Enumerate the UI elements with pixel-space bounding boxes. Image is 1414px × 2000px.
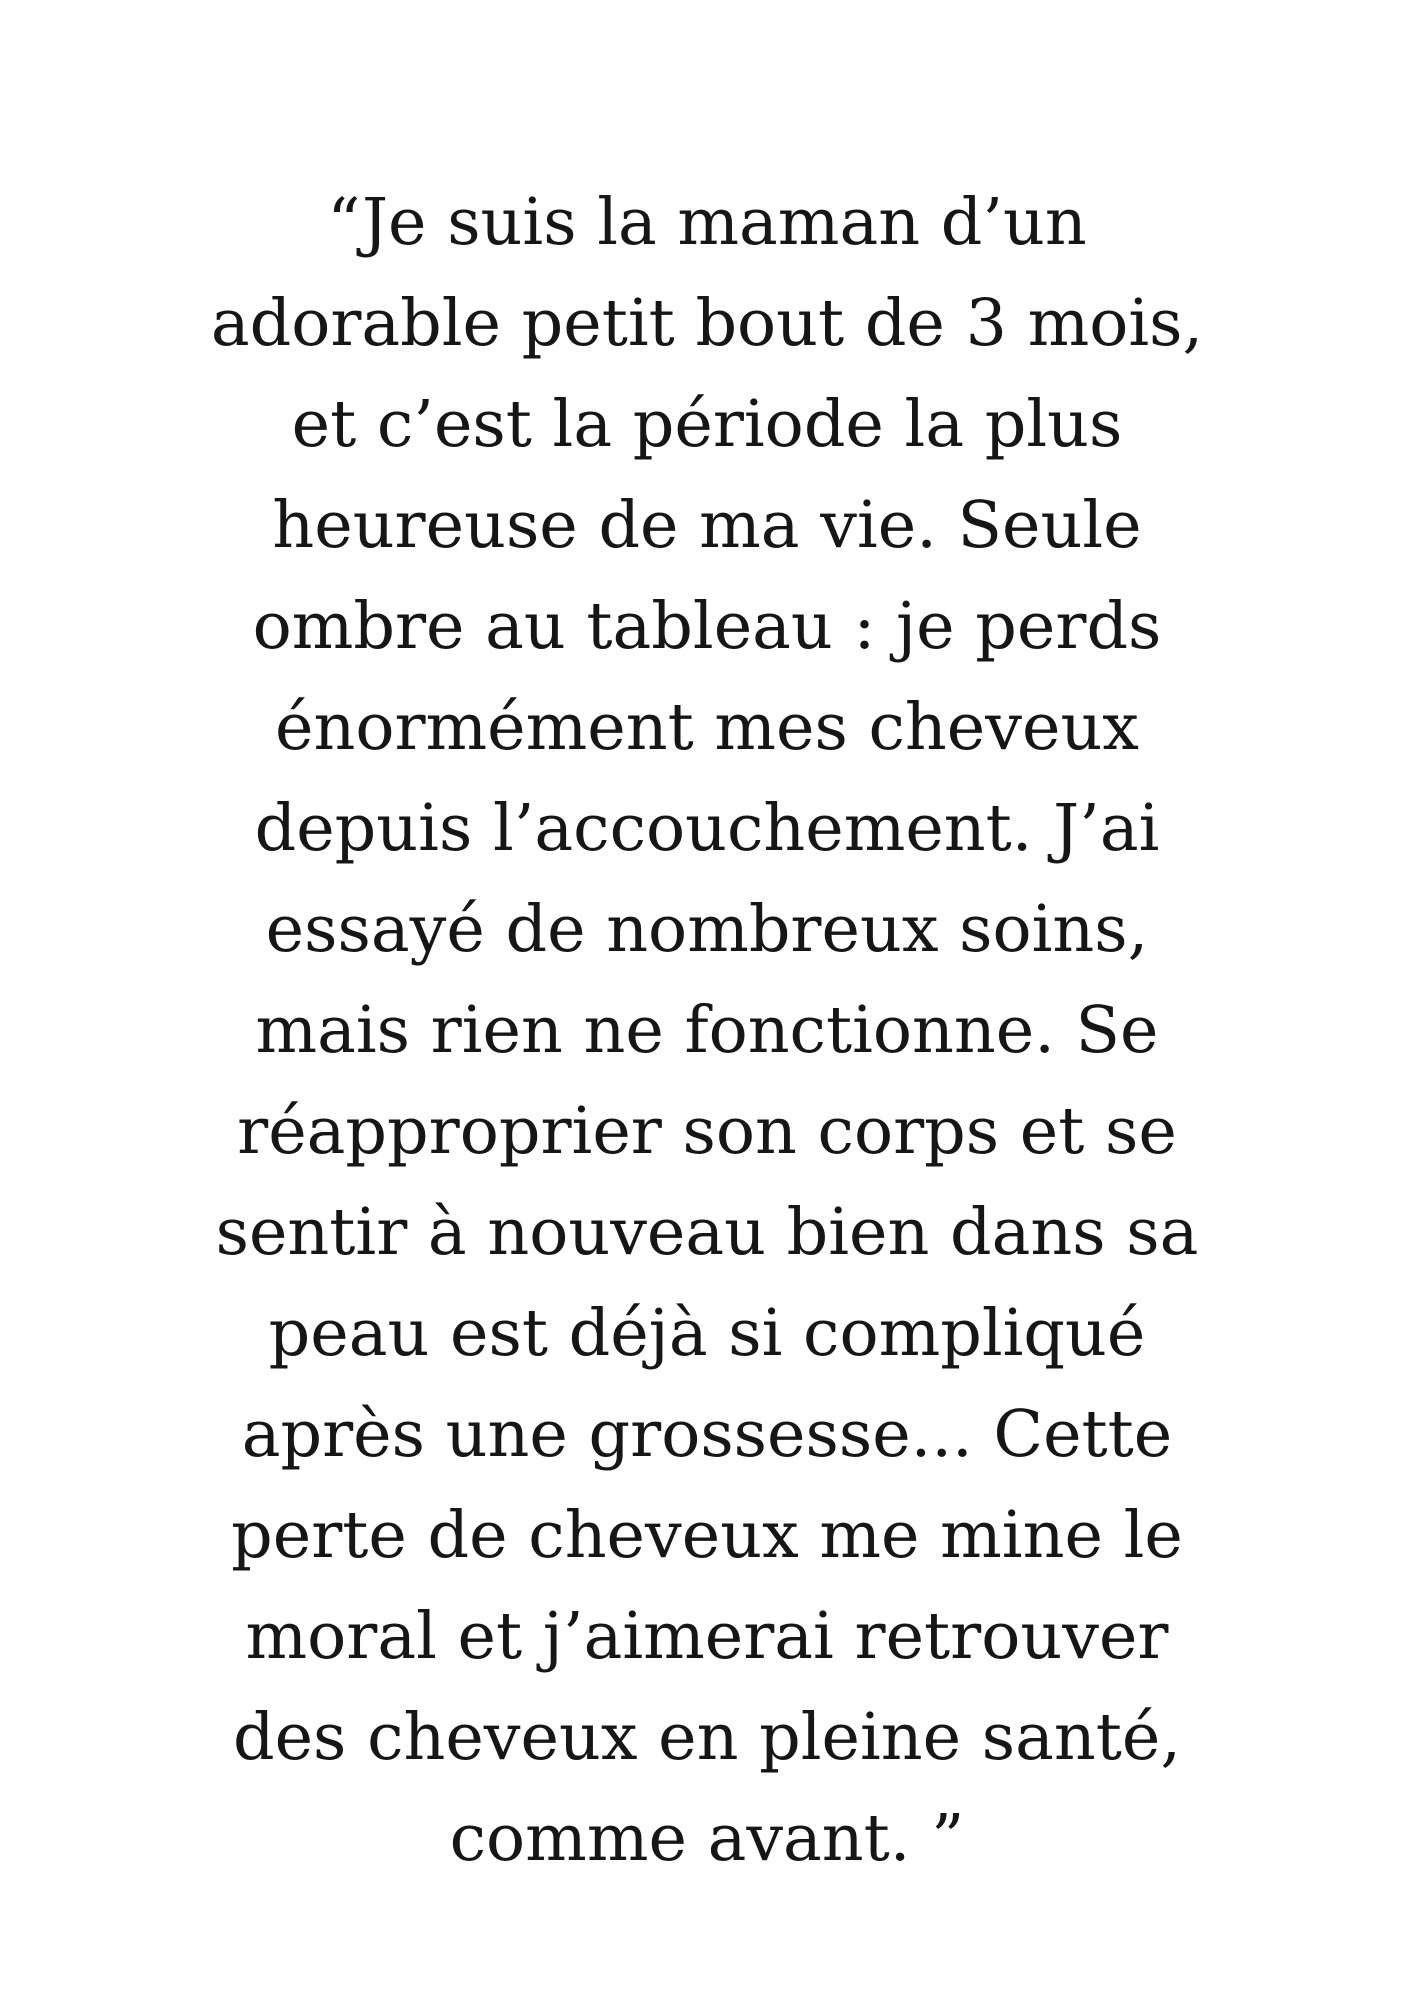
- quote-line: mais rien ne fonctionne. Se: [255, 993, 1159, 1068]
- quote-line: adorable petit bout de 3 mois,: [210, 286, 1204, 361]
- quote-line: et c’est la période la plus: [291, 387, 1123, 462]
- quote-line: “Je suis la maman d’un: [327, 185, 1087, 260]
- quote-line: essayé de nombreux soins,: [265, 892, 1149, 967]
- quote-line: des cheveux en pleine santé,: [232, 1700, 1182, 1775]
- quote-line: depuis l’accouchement. J’ai: [254, 791, 1160, 866]
- quote-line: sentir à nouveau bien dans sa: [215, 1195, 1199, 1270]
- quote-line: moral et j’aimerai retrouver: [245, 1599, 1169, 1674]
- quote-line: heureuse de ma vie. Seule: [272, 488, 1142, 563]
- quote-line: peau est déjà si compliqué: [268, 1296, 1146, 1371]
- quote-line: perte de cheveux me mine le: [231, 1498, 1183, 1573]
- quote-line: après une grossesse... Cette: [241, 1397, 1173, 1472]
- quote-line: comme avant. ”: [449, 1801, 965, 1876]
- quote-line: énormément mes cheveux: [275, 690, 1139, 765]
- quote-line: réapproprier son corps et se: [237, 1094, 1177, 1169]
- testimonial-quote: [120, 172, 1294, 1889]
- quote-line: ombre au tableau : je perds: [252, 589, 1162, 664]
